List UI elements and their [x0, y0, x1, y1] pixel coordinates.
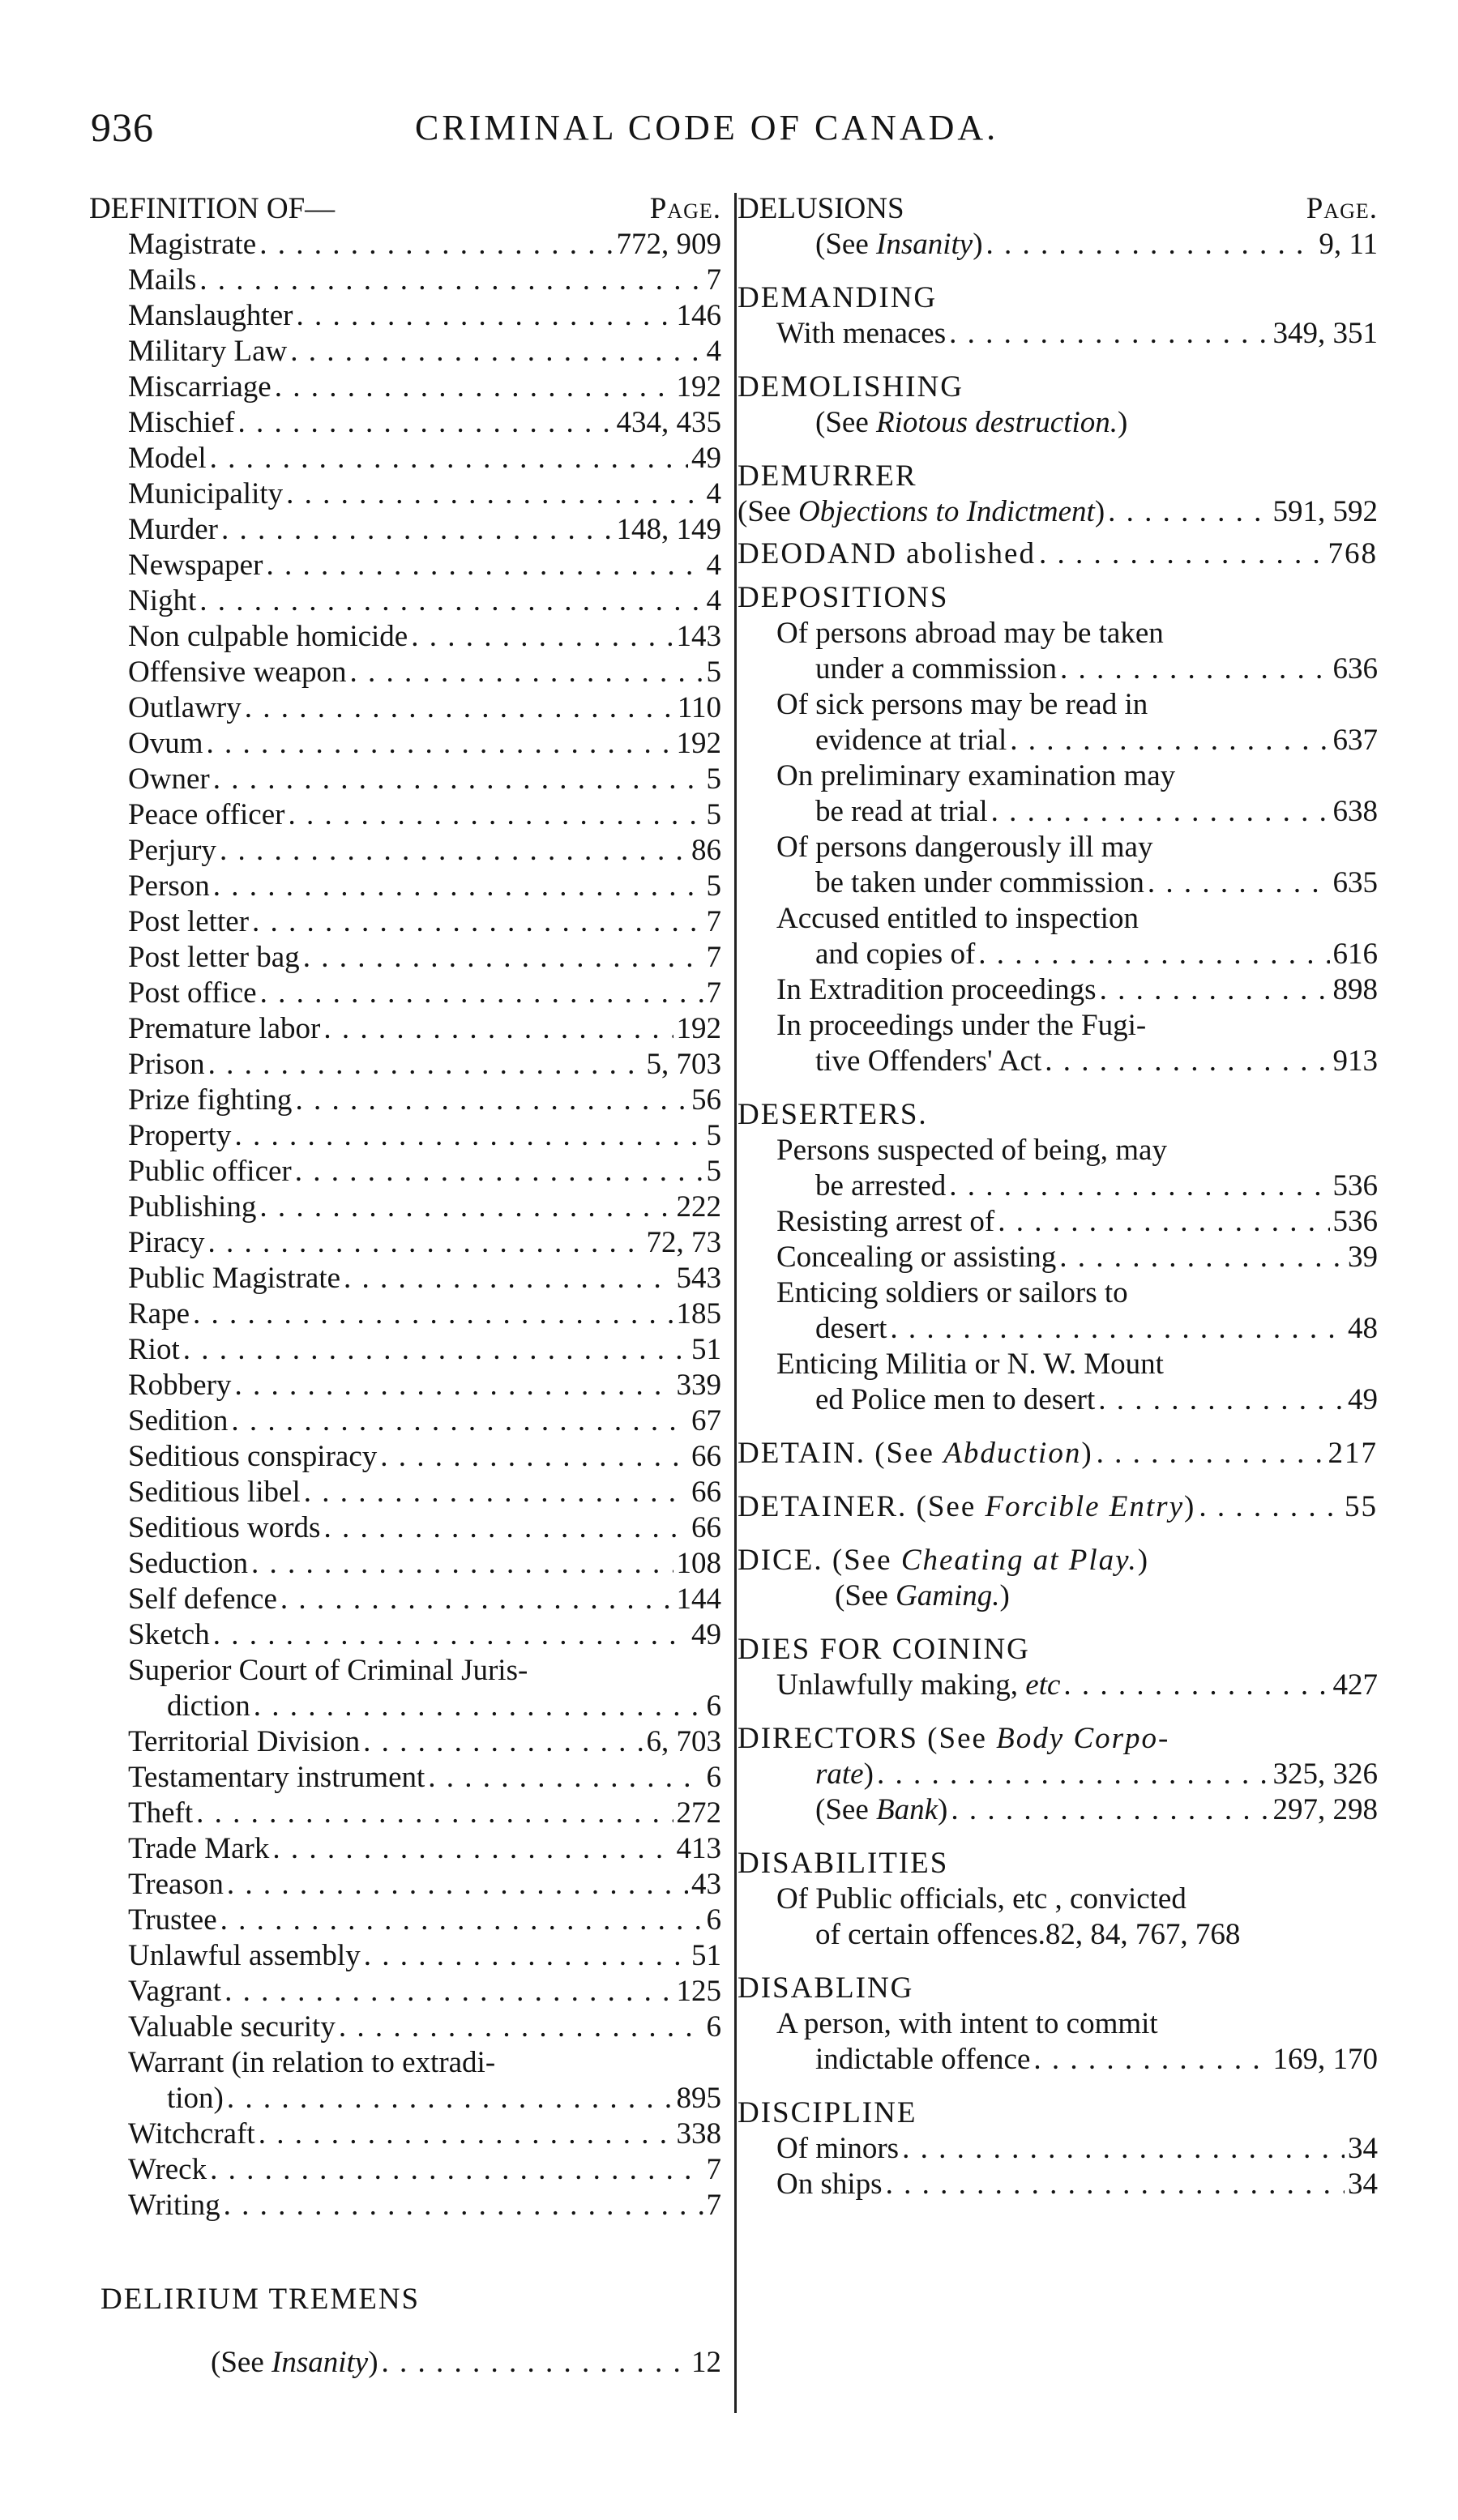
cross-reference: Insanity — [272, 2346, 369, 2379]
entry-pages: 413 — [676, 1832, 721, 1865]
entry-text: evidence at trial — [815, 724, 1007, 757]
directors-entry-2 — [738, 1792, 1378, 1828]
entry-pages: 635 — [1332, 866, 1378, 899]
entry-text: Seditious words — [128, 1511, 321, 1544]
discipline-heading: DISCIPLINE — [738, 2096, 917, 2129]
entry-text: Of persons abroad may be taken — [776, 617, 1164, 650]
entry-text: Premature labor — [128, 1012, 321, 1045]
definition-entry — [128, 2116, 721, 2152]
entry-text: Of Public officials, etc , convicted — [776, 1882, 1186, 1916]
entry-text: On ships — [776, 2168, 883, 2201]
heading-text: DELUSIONS — [738, 192, 904, 225]
demurrer-heading: DEMURRER — [738, 459, 917, 493]
entry-text: Mischief — [128, 406, 235, 439]
entry-pages: 591, 592 — [1272, 495, 1378, 528]
demolishing-heading: DEMOLISHING — [738, 370, 964, 404]
entry-pages: 39 — [1348, 1241, 1378, 1274]
entry-text: Writing — [128, 2189, 220, 2222]
entry-text: be read at trial — [815, 795, 988, 828]
cross-reference: Cheating at Play. — [900, 1544, 1138, 1577]
demanding-entry — [738, 316, 1378, 352]
entry-pages: 913 — [1332, 1044, 1378, 1078]
entry-pages: 6 — [706, 2010, 721, 2044]
entry-text: Enticing Militia or N. W. Mount — [776, 1348, 1164, 1381]
entry-pages: 66 — [691, 1511, 721, 1544]
entry-text: Trade Mark — [128, 1832, 270, 1865]
entry-text: Murder — [128, 513, 218, 546]
directors-entry — [738, 1721, 1378, 1757]
entry-text: Vagrant — [128, 1975, 222, 2008]
entry-pages: 6 — [706, 1689, 721, 1723]
see-close: ) — [1094, 495, 1105, 528]
entry-pages: 5 — [706, 762, 721, 796]
definition-entry — [128, 1011, 721, 1047]
entry-text: In Extradition proceedings — [776, 973, 1097, 1006]
definition-entry — [128, 1403, 721, 1439]
entry-text: Post letter — [128, 905, 250, 938]
entry-text: Public officer — [128, 1155, 292, 1188]
definition-entry — [128, 690, 721, 726]
definition-entry — [128, 1724, 721, 1760]
entry-text: Territorial Division — [128, 1725, 361, 1758]
entry-pages: 143 — [676, 620, 721, 653]
delirium-heading: DELIRIUM TREMENS — [100, 2283, 421, 2316]
deserters-heading: DESERTERS. — [738, 1098, 928, 1131]
definition-entry — [128, 1510, 721, 1546]
delirium-entry — [89, 2345, 721, 2381]
entry-pages: 49 — [691, 442, 721, 475]
directors-entry-cont — [738, 1757, 1378, 1792]
entry-text: In proceedings under the Fugi- — [776, 1009, 1147, 1042]
entry-pages: 7 — [706, 2153, 721, 2186]
entry-pages: 6 — [706, 1761, 721, 1794]
entry-text: diction — [167, 1689, 250, 1723]
definition-entry — [128, 441, 721, 476]
definition-entry — [128, 1582, 721, 1617]
entry-text: Seduction — [128, 1547, 248, 1580]
entry-pages: 427 — [1332, 1668, 1378, 1702]
see-text: (See — [815, 1793, 876, 1826]
entry-text: Manslaughter — [128, 299, 293, 332]
column-divider — [734, 193, 737, 2413]
entry-text: Publishing — [128, 1190, 257, 1224]
definition-list-2 — [89, 1724, 721, 2045]
definition-entry — [128, 548, 721, 583]
entry-pages: 5 — [706, 656, 721, 689]
entry-pages: 217 — [1328, 1437, 1378, 1470]
entry-text: Peace officer — [128, 798, 285, 831]
see-text: (See — [917, 1722, 997, 1755]
entry-text: Magistrate — [128, 228, 257, 261]
entry-text: Superior Court of Criminal Juris- — [128, 1654, 528, 1687]
entry-text: Model — [128, 442, 207, 475]
entry-pages: 192 — [676, 1012, 721, 1045]
disabilities-entry — [738, 1881, 1378, 1953]
entry-pages: 7 — [706, 941, 721, 974]
entry-pages: 48 — [1348, 1312, 1378, 1345]
definition-entry — [128, 1332, 721, 1368]
definition-entry — [128, 1225, 721, 1261]
entry-text: Persons suspected of being, may — [776, 1134, 1167, 1167]
definition-entry — [128, 1831, 721, 1867]
depositions-heading: DEPOSITIONS — [738, 581, 949, 614]
see-text: (See — [815, 406, 876, 439]
heading-text: DICE. — [738, 1544, 823, 1577]
definition-entry — [128, 1796, 721, 1831]
entry-text: Property — [128, 1119, 232, 1152]
definition-entry — [128, 904, 721, 940]
entry-pages: 349, 351 — [1272, 317, 1378, 350]
entry-pages: 536 — [1332, 1169, 1378, 1202]
entry-text: Owner — [128, 762, 210, 796]
see-text: (See — [835, 1579, 896, 1612]
entry-pages: 6, 703 — [646, 1725, 721, 1758]
definition-entry — [128, 263, 721, 298]
cross-reference: Insanity — [876, 228, 973, 261]
entry-pages: 66 — [691, 1476, 721, 1509]
entry-text: Concealing or assisting — [776, 1241, 1057, 1274]
see-text: (See — [738, 495, 798, 528]
left-column — [89, 191, 721, 2381]
entry-pages: 108 — [676, 1547, 721, 1580]
entry-pages: 898 — [1332, 973, 1378, 1006]
entry-pages: 536 — [1332, 1205, 1378, 1238]
definition-entry — [128, 976, 721, 1011]
entry-pages: 125 — [676, 1975, 721, 2008]
entry-pages: 543 — [676, 1262, 721, 1295]
entry-text: Outlawry — [128, 691, 242, 724]
entry-pages: 56 — [691, 1083, 721, 1117]
definition-entry — [128, 1617, 721, 1653]
entry-text: Wreck — [128, 2153, 207, 2186]
entry-text: Self defence — [128, 1582, 277, 1616]
demurrer-entry — [738, 494, 1378, 530]
see-close: ) — [1184, 1490, 1196, 1523]
heading-text: DEODAND abolished — [738, 537, 1036, 570]
definition-entry — [128, 726, 721, 762]
see-close: ) — [1137, 1544, 1150, 1577]
definition-entry — [128, 1760, 721, 1796]
page-header — [91, 104, 1371, 169]
see-text: (See — [823, 1544, 901, 1577]
definition-entry — [128, 227, 721, 263]
entry-text: tion) — [167, 2082, 224, 2115]
see-close: ) — [938, 1793, 948, 1826]
demolishing-entry — [738, 405, 1378, 441]
see-text: (See — [211, 2346, 272, 2379]
entry-pages: 7 — [706, 2189, 721, 2222]
entry-text: Newspaper — [128, 549, 263, 582]
entry-text: Miscarriage — [128, 370, 272, 404]
entry-text: be taken under commission — [815, 866, 1144, 899]
entry-pages: 434, 435 — [616, 406, 721, 439]
heading-text: DETAINER. — [738, 1490, 908, 1523]
definition-entry — [128, 1439, 721, 1475]
depositions-entries — [738, 616, 1378, 1079]
definition-entry — [128, 1475, 721, 1510]
entry-pages: 12 — [691, 2346, 721, 2379]
definition-entry — [128, 1047, 721, 1083]
entry-text: Rape — [128, 1297, 190, 1330]
entry-pages: 49 — [691, 1618, 721, 1651]
entry-pages: 637 — [1332, 724, 1378, 757]
see-text: (See — [907, 1490, 986, 1523]
entry-pages: 4 — [706, 584, 721, 617]
entry-pages: 5 — [706, 798, 721, 831]
entry-text: Sedition — [128, 1404, 229, 1437]
entry-pages: 4 — [706, 477, 721, 510]
entry-pages: 5, 703 — [646, 1048, 721, 1081]
definition-entry — [128, 655, 721, 690]
entry-text: Prize fighting — [128, 1083, 293, 1117]
entry-pages: 86 — [691, 834, 721, 867]
dice-entry-2 — [738, 1578, 1378, 1614]
entry-text: Piracy — [128, 1226, 205, 1259]
definition-entry — [128, 334, 721, 369]
entry-text: Military Law — [128, 335, 288, 368]
delusions-heading — [738, 191, 1378, 227]
definition-entry — [128, 797, 721, 833]
see-close: ) — [973, 228, 983, 261]
entry-pages: 34 — [1348, 2132, 1378, 2165]
entry-text: Night — [128, 584, 197, 617]
disabilities-heading: DISABILITIES — [738, 1847, 949, 1880]
definition-entry — [128, 369, 721, 405]
entry-text-italic: etc — [1025, 1668, 1061, 1702]
entry-text: Unlawfully making, — [776, 1668, 1026, 1702]
entry-text: Municipality — [128, 477, 284, 510]
definition-title: DEFINITION OF— — [89, 192, 336, 225]
entry-pages: 4 — [706, 335, 721, 368]
entry-pages: 34 — [1348, 2168, 1378, 2201]
entry-text: Prison — [128, 1048, 205, 1081]
entry-text: Robbery — [128, 1369, 232, 1402]
entry-text: Testamentary instrument — [128, 1761, 425, 1794]
entry-pages: 895 — [676, 2082, 721, 2115]
entry-pages: 185 — [676, 1297, 721, 1330]
definition-entry — [128, 2010, 721, 2045]
see-close: ) — [368, 2346, 378, 2379]
entry-text: Warrant (in relation to extradi- — [128, 2046, 496, 2079]
entry-pages: 192 — [676, 727, 721, 760]
entry-text: Post letter bag — [128, 941, 300, 974]
cross-reference: Forcible Entry — [985, 1490, 1184, 1523]
cross-reference: Abduction — [943, 1437, 1082, 1470]
see-close: ) — [1081, 1437, 1093, 1470]
disabling-entry — [738, 2006, 1378, 2078]
entry-pages: 9, 11 — [1319, 228, 1378, 261]
entry-text: Trustee — [128, 1903, 217, 1937]
entry-text: Resisting arrest of — [776, 1205, 995, 1238]
entry-pages: 6 — [706, 1903, 721, 1937]
page-column-label: Page. — [1306, 192, 1378, 225]
entry-pages: 5 — [706, 1119, 721, 1152]
entry-text: Riot — [128, 1333, 180, 1366]
see-close: ) — [1118, 406, 1128, 439]
entry-text: Witchcraft — [128, 2117, 255, 2151]
entry-text: Public Magistrate — [128, 1262, 341, 1295]
entry-text: Mails — [128, 263, 197, 297]
entry-text: Seditious conspiracy — [128, 1440, 378, 1473]
entry-pages: 7 — [706, 263, 721, 297]
demanding-heading: DEMANDING — [738, 281, 938, 314]
entry-pages: 616 — [1332, 938, 1378, 971]
entry-pages: 325, 326 — [1272, 1758, 1378, 1791]
entry-pages: 338 — [676, 2117, 721, 2151]
entry-pages: 636 — [1332, 652, 1378, 686]
right-column — [738, 191, 1378, 2202]
entry-text: tive Offenders' Act — [815, 1044, 1042, 1078]
definition-entry — [128, 619, 721, 655]
cross-reference: Objections to Indictment — [798, 495, 1095, 528]
entry-pages: 272 — [676, 1796, 721, 1830]
definition-list-3 — [89, 2116, 721, 2223]
entry-text: be arrested — [815, 1169, 947, 1202]
definition-entry — [128, 1867, 721, 1903]
definition-entry — [128, 1154, 721, 1190]
see-close: ) — [863, 1758, 874, 1791]
disabling-heading: DISABLING — [738, 1971, 914, 2005]
entry-text: Of sick persons may be read in — [776, 688, 1148, 721]
definition-entry — [128, 1118, 721, 1154]
entry-pages: 222 — [676, 1190, 721, 1224]
definition-entry — [128, 1296, 721, 1332]
entry-pages: 49 — [1348, 1383, 1378, 1416]
cross-reference: Riotous destruction. — [876, 406, 1118, 439]
definition-entry — [128, 1903, 721, 1938]
definition-entry — [128, 512, 721, 548]
entry-pages: 5 — [706, 869, 721, 903]
entry-text: Enticing soldiers or sailors to — [776, 1276, 1128, 1309]
entry-pages: 144 — [676, 1582, 721, 1616]
definition-entry — [128, 1261, 721, 1296]
definition-entry — [128, 1368, 721, 1403]
running-title: CRIMINAL CODE OF CANADA. — [415, 108, 999, 147]
see-text: (See — [865, 1437, 944, 1470]
detainer-entry — [738, 1489, 1378, 1525]
entry-text: Of minors — [776, 2132, 900, 2165]
entry-text: On preliminary examination may — [776, 759, 1176, 792]
detain-entry — [738, 1436, 1378, 1471]
entry-pages: 148, 149 — [616, 513, 721, 546]
entry-pages: 51 — [691, 1333, 721, 1366]
entry-pages: 67 — [691, 1404, 721, 1437]
entry-text: Offensive weapon — [128, 656, 347, 689]
see-text: (See — [815, 228, 876, 261]
heading-text: DIRECTORS — [738, 1722, 918, 1755]
discipline-entries — [738, 2131, 1378, 2202]
entry-text: A person, with intent to commit — [776, 2007, 1158, 2040]
cross-reference: Body Corpo- — [996, 1722, 1170, 1755]
definition-entry — [128, 1974, 721, 2010]
definition-entry — [128, 762, 721, 797]
delusions-entry — [738, 227, 1378, 263]
dies-entry — [738, 1668, 1378, 1703]
entry-text: under a commission — [815, 652, 1058, 686]
page-number: 936 — [91, 105, 154, 150]
entry-pages: 772, 909 — [616, 228, 721, 261]
entry-text: of certain offences.82, 84, 767, 768 — [815, 1918, 1241, 1951]
dice-entry — [738, 1543, 1378, 1578]
entry-text: Unlawful assembly — [128, 1939, 361, 1972]
dies-heading: DIES FOR COINING — [738, 1633, 1030, 1666]
definition-entry — [128, 869, 721, 904]
entry-pages: 43 — [691, 1868, 721, 1901]
entry-pages: 110 — [677, 691, 721, 724]
entry-pages: 55 — [1345, 1490, 1378, 1523]
entry-text: Theft — [128, 1796, 194, 1830]
entry-pages: 146 — [676, 299, 721, 332]
entry-text: Sketch — [128, 1618, 210, 1651]
entry-text: With menaces — [776, 317, 947, 350]
definition-entry — [128, 1190, 721, 1225]
entry-text: Of persons dangerously ill may — [776, 831, 1153, 864]
entry-pages: 7 — [706, 905, 721, 938]
definition-entry — [128, 2152, 721, 2188]
entry-text: desert — [815, 1312, 887, 1345]
definition-entry — [128, 583, 721, 619]
entry-pages: 339 — [676, 1369, 721, 1402]
definition-list — [89, 227, 721, 1653]
definition-entry-warrant — [89, 2045, 721, 2116]
entry-text: Perjury — [128, 834, 216, 867]
entry-text: Accused entitled to inspection — [776, 902, 1139, 935]
entry-text: indictable offence — [815, 2043, 1031, 2076]
heading-text: DETAIN. — [738, 1437, 866, 1470]
definition-entry — [128, 298, 721, 334]
entry-pages: 51 — [691, 1939, 721, 1972]
definition-entry — [128, 1083, 721, 1118]
definition-entry — [128, 940, 721, 976]
entry-pages: 169, 170 — [1272, 2043, 1378, 2076]
definition-entry — [128, 405, 721, 441]
definition-entry — [128, 2188, 721, 2223]
definition-entry — [128, 1546, 721, 1582]
entry-text: Treason — [128, 1868, 224, 1901]
definition-entry — [128, 833, 721, 869]
entry-pages: 72, 73 — [646, 1226, 721, 1259]
entry-pages: 297, 298 — [1272, 1793, 1378, 1826]
entry-text: Person — [128, 869, 210, 903]
entry-text: and copies of — [815, 938, 976, 971]
entry-pages: 192 — [676, 370, 721, 404]
entry-text: Valuable security — [128, 2010, 336, 2044]
entry-text: Ovum — [128, 727, 203, 760]
entry-pages: 768 — [1328, 537, 1378, 570]
entry-pages: 66 — [691, 1440, 721, 1473]
entry-text: Seditious libel — [128, 1476, 301, 1509]
entry-pages: 638 — [1332, 795, 1378, 828]
cross-reference: rate — [815, 1758, 864, 1791]
definition-entry-superior-court — [89, 1653, 721, 1724]
cross-reference: Gaming. — [896, 1579, 1000, 1612]
deserters-entries — [738, 1133, 1378, 1418]
entry-text: ed Police men to desert — [815, 1383, 1096, 1416]
page-column-label: Page. — [649, 192, 721, 225]
see-close: ) — [999, 1579, 1010, 1612]
definition-entry — [128, 1938, 721, 1974]
entry-text: Non culpable homicide — [128, 620, 408, 653]
definition-heading — [89, 191, 721, 227]
entry-pages: 5 — [706, 1155, 721, 1188]
entry-pages: 7 — [706, 976, 721, 1010]
entry-pages: 4 — [706, 549, 721, 582]
definition-entry — [128, 476, 721, 512]
cross-reference: Bank — [876, 1793, 939, 1826]
deodand-entry — [738, 536, 1378, 572]
entry-text: Post office — [128, 976, 257, 1010]
